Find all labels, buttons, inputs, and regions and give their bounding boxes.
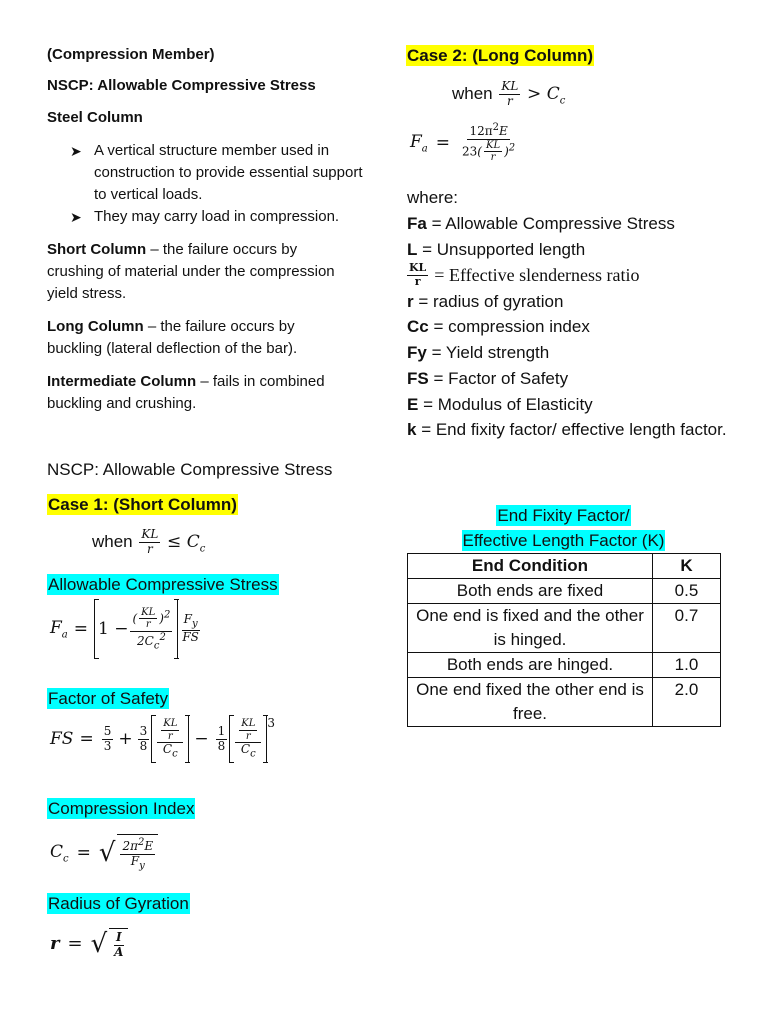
list-item: Fy = Yield strength [407, 343, 550, 363]
r-formula: r = √ $\frac{I}{A}$ [50, 928, 130, 960]
table-title: End Fixity Factor/ Effective Length Factor (K) [462, 506, 665, 550]
list-item: ➤ They may carry load in compression. [70, 206, 370, 228]
heading-nscp: NSCP: Allowable Compressive Stress [47, 77, 316, 94]
list-item: E = Modulus of Elasticity [407, 394, 593, 414]
case2-condition: when $\frac{KL}{r}$ > $C_c$ [452, 79, 566, 108]
list-item: FS = Factor of Safety [407, 368, 569, 388]
allowable-label: Allowable Compressive Stress [48, 575, 278, 594]
case1-title: Case 1: (Short Column) [48, 495, 237, 514]
intermediate-column-def: Intermediate Column – fails in combined buckling and crushing. [47, 373, 325, 412]
long-column-def: Long Column – the failure occurs by buckling (lateral deflection of the bar). [47, 318, 298, 357]
section-title: NSCP: Allowable Compressive Stress [47, 460, 333, 479]
fa-long-formula: $F_a$ = $12\pi^2E$ 23( $\frac{KL}{r}$ )$^2$ [410, 122, 516, 164]
arrow-bullet-icon: ➤ [70, 209, 82, 225]
heading-steel-column: Steel Column [47, 109, 143, 126]
bullet-list [70, 140, 370, 228]
list-item: k = End fixity factor/ effective length factor. [407, 420, 727, 440]
list-item: L = Unsupported length [407, 239, 586, 259]
list-item: ➤ A vertical structure member used in construction to provide essential support to vertical loads. [70, 142, 363, 203]
table-header-row: End Condition K [408, 554, 721, 579]
list-item: Fa = Allowable Compressive Stress [407, 214, 675, 233]
fa-short-formula: $F_a$ = 1 − ( $\frac{KL}{r}$ )$^2$ $2C_c^2$ $\frac{F_y}{FS}$ [50, 600, 203, 658]
definitions-list [407, 211, 737, 443]
end-fixity-table [407, 553, 721, 727]
fs-formula: FS = $\frac{5}{3}$ + $\frac{3}{8}$ $\frac{\frac{KL}{r}}{C_c}$ − $\frac{1}{8}$ $\frac{\frac{KL}{r}}{C_c}$ $^3$ [50, 716, 275, 762]
list-item: r = radius of gyration [407, 291, 564, 311]
case1-condition: when $\frac{KL}{r}$ ≤ $C_c$ [92, 527, 206, 556]
arrow-bullet-icon: ➤ [70, 143, 82, 159]
heading-compression-member: (Compression Member) [47, 46, 215, 63]
table-row: Both ends are fixed 0.5 [408, 579, 721, 604]
cc-formula: $C_c$ = √ $\frac{2\pi^2E}{F_y}$ [50, 834, 160, 872]
where-label: where: [407, 188, 459, 207]
short-column-def: Short Column – the failure occurs by crushing of material under the compression yield stress. [47, 241, 335, 302]
table-row: One end is fixed and the other is hinged. 0.7 [408, 604, 721, 653]
case2-title: Case 2: (Long Column) [407, 46, 594, 65]
rg-label: Radius of Gyration [48, 894, 189, 913]
list-item: Cc = compression index [407, 317, 590, 337]
list-item: $\frac{KL}{r}$ = Effective slenderness ratio [409, 261, 640, 289]
fos-label: Factor of Safety [48, 689, 168, 708]
table-row: One end fixed the other end is free. 2.0 [408, 678, 721, 727]
table-row: Both ends are hinged. 1.0 [408, 653, 721, 678]
ci-label: Compression Index [48, 799, 195, 818]
